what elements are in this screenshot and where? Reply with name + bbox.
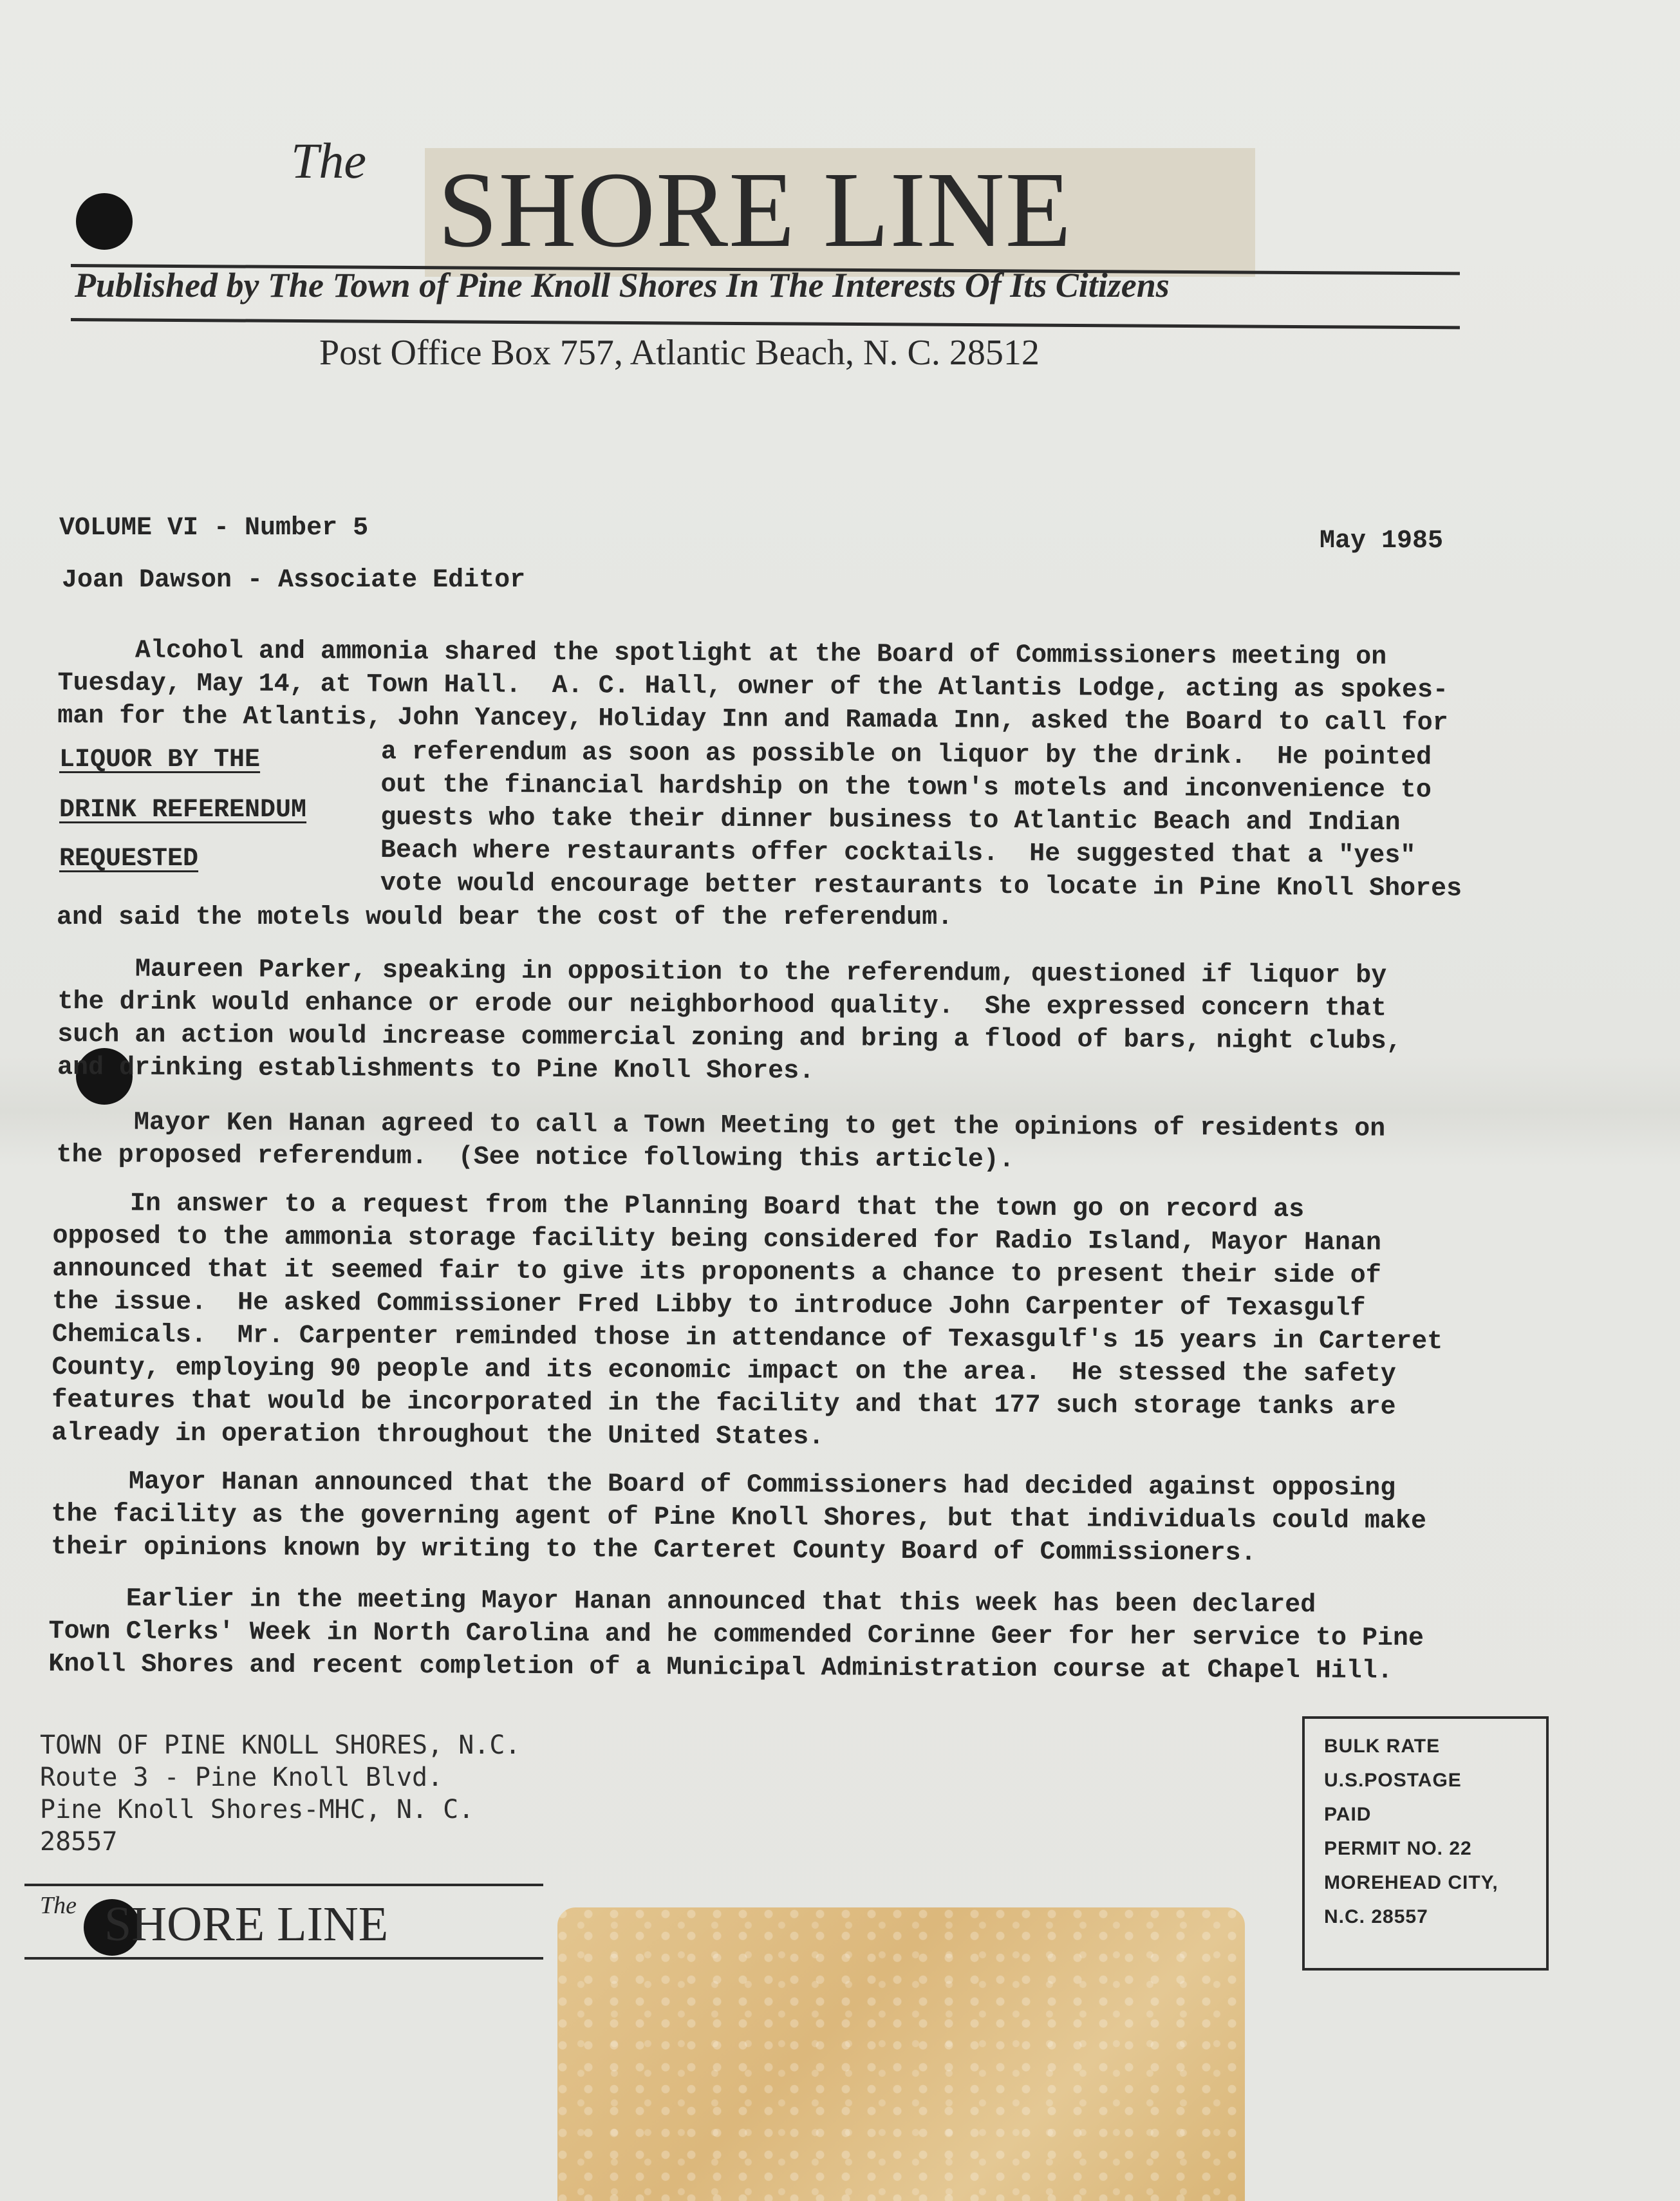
- postage-line: BULK RATE: [1324, 1736, 1441, 1757]
- text-line: Tuesday, May 14, at Town Hall. A. C. Hall, owner of the Atlantis Lodge, acting as spokes-: [57, 668, 1449, 706]
- article-paragraph-3: [56, 1106, 1385, 1179]
- masthead-rule-bottom: [71, 318, 1460, 329]
- postage-indicia-text: [1324, 1729, 1498, 1934]
- sidebar-heading-line-1: LIQUOR BY THE: [59, 745, 261, 774]
- article-paragraph-1-side: [380, 736, 1463, 906]
- text-line: vote would encourage better restaurants to locate in Pine Knoll Shores: [380, 868, 1462, 904]
- postage-indicia: [1302, 1716, 1549, 1971]
- sidebar-heading-line-2: DRINK REFERENDUM: [59, 796, 307, 825]
- text-line: their opinions known by writing to the Carteret County Board of Commissioners.: [51, 1532, 1256, 1568]
- masthead-tagline: Published by The Town of Pine Knoll Shores In The Interests Of Its Citizens: [75, 266, 1170, 304]
- article-paragraph-1-last: [57, 901, 953, 934]
- return-address-line: 28557: [40, 1827, 118, 1857]
- footer-rule-top: [24, 1884, 543, 1886]
- article-paragraph-1-top: [57, 634, 1448, 740]
- article-paragraph-6: [48, 1582, 1424, 1688]
- text-line: opposed to the ammonia storage facility being considered for Radio Island, Mayor Hanan: [52, 1221, 1382, 1258]
- text-line: guests who take their dinner business to Atlantic Beach and Indian: [380, 803, 1401, 838]
- text-line: Alcohol and ammonia shared the spotlight at the Board of Commissioners meeting on: [57, 635, 1387, 672]
- text-line: the issue. He asked Commissioner Fred Libby to introduce John Carpenter of Texasgulf: [51, 1287, 1366, 1324]
- return-address: [40, 1729, 521, 1858]
- footer-logo-title: SHORE LINE: [104, 1897, 389, 1951]
- text-line: Maureen Parker, speaking in opposition to the referendum, questioned if liquor by: [57, 955, 1387, 991]
- text-line: already in operation throughout the United States.: [51, 1418, 825, 1452]
- postage-line: MOREHEAD CITY,: [1324, 1872, 1498, 1893]
- article-paragraph-4: [51, 1187, 1443, 1457]
- text-line: and said the motels would bear the cost of the referendum.: [57, 903, 953, 932]
- postage-line: U.S.POSTAGE: [1324, 1770, 1462, 1791]
- text-line: Knoll Shores and recent completion of a Municipal Administration course at Chapel Hill.: [48, 1649, 1393, 1686]
- return-address-line: Pine Knoll Shores-MHC, N. C.: [40, 1795, 474, 1824]
- text-line: features that would be incorporated in the facility and that 177 such storage tanks are: [51, 1385, 1396, 1422]
- postage-line: N.C. 28557: [1324, 1906, 1428, 1927]
- text-line: the facility as the governing agent of Pine Knoll Shores, but that individuals could make: [51, 1499, 1427, 1537]
- masthead-title: SHORE LINE: [438, 150, 1072, 270]
- issue-volume: VOLUME VI - Number 5: [59, 514, 369, 543]
- text-line: and drinking establishments to Pine Knoll Shores.: [57, 1053, 815, 1087]
- text-line: Chemicals. Mr. Carpenter reminded those in attendance of Texasgulf's 15 years in Carteret: [51, 1320, 1443, 1357]
- punch-hole-top: [76, 193, 133, 250]
- return-address-line: Route 3 - Pine Knoll Blvd.: [40, 1763, 443, 1792]
- masthead-address: Post Office Box 757, Atlantic Beach, N. C. 28512: [319, 333, 1040, 373]
- return-address-line: TOWN OF PINE KNOLL SHORES, N.C.: [40, 1730, 521, 1760]
- article-paragraph-5: [51, 1465, 1426, 1571]
- footer-rule-bottom: [24, 1957, 543, 1960]
- text-line: out the financial hardship on the town's motels and inconvenience to: [380, 770, 1432, 805]
- text-line: announced that it seemed fair to give its proponents a chance to present their side of: [52, 1254, 1381, 1291]
- text-line: County, employing 90 people and its economic impact on the area. He stessed the safety: [51, 1353, 1396, 1389]
- issue-date: May 1985: [1320, 527, 1444, 556]
- associate-editor: Joan Dawson - Associate Editor: [62, 566, 526, 595]
- text-line: such an action would increase commercial zoning and bring a flood of bars, night clubs,: [57, 1020, 1402, 1056]
- text-line: a referendum as soon as possible on liquor by the drink. He pointed: [380, 738, 1432, 773]
- text-line: Mayor Ken Hanan agreed to call a Town Meeting to get the opinions of residents on: [56, 1108, 1386, 1144]
- text-line: Town Clerks' Week in North Carolina and he commended Corinne Geer for her service to Pine: [48, 1616, 1424, 1654]
- text-line: Mayor Hanan announced that the Board of Commissioners had decided against opposing: [51, 1467, 1396, 1503]
- article-paragraph-2: [57, 953, 1402, 1091]
- tape-residue: [557, 1907, 1245, 2201]
- text-line: In answer to a request from the Planning Board that the town go on record as: [52, 1189, 1305, 1225]
- text-line: the drink would enhance or erode our neighborhood quality. She expressed concern that: [57, 987, 1387, 1024]
- footer-logo-the: The: [40, 1892, 77, 1919]
- text-line: Earlier in the meeting Mayor Hanan announced that this week has been declared: [48, 1584, 1316, 1620]
- text-line: man for the Atlantis, John Yancey, Holiday Inn and Ramada Inn, asked the Board to call for: [57, 701, 1448, 738]
- text-line: Beach where restaurants offer cocktails. He suggested that a "yes": [380, 836, 1416, 871]
- masthead-the: The: [291, 133, 366, 189]
- postage-line: PAID: [1324, 1804, 1372, 1825]
- sidebar-heading-line-3: REQUESTED: [59, 845, 199, 874]
- postage-line: PERMIT NO. 22: [1324, 1838, 1472, 1859]
- text-line: the proposed referendum. (See notice following this article).: [56, 1140, 1014, 1175]
